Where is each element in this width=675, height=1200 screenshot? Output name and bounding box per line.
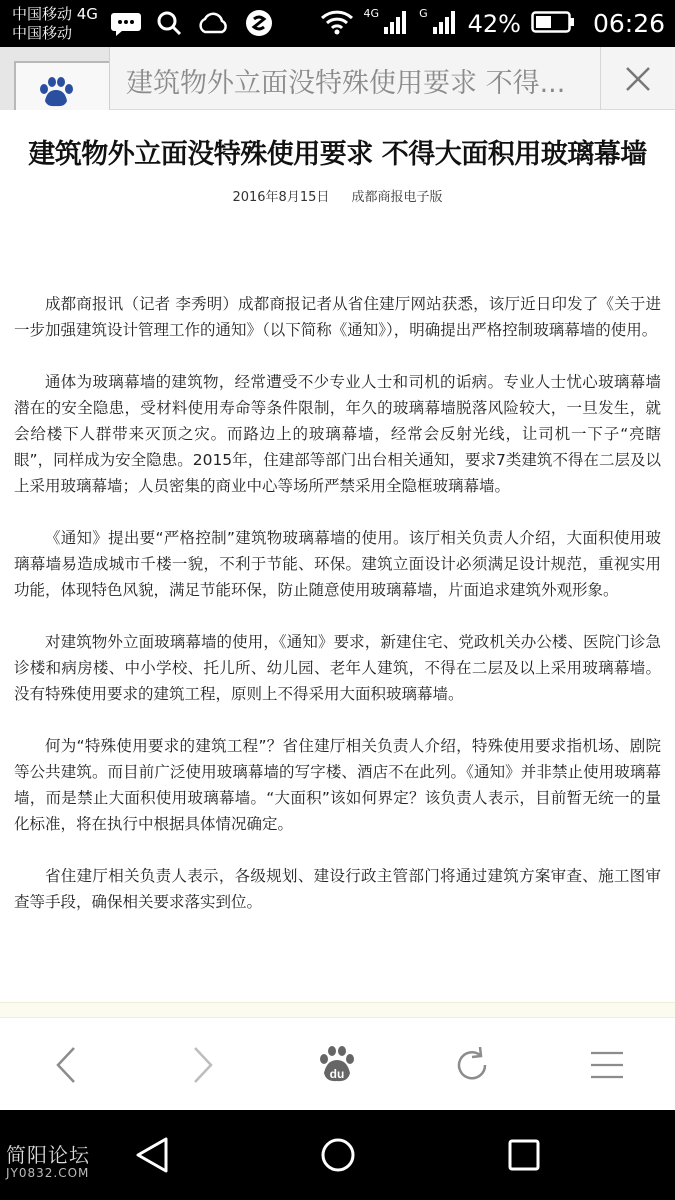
paragraph: 《通知》提出要“严格控制”建筑物玻璃幕墙的使用。该厅相关负责人介绍，大面积使用玻璃幕墙易造成城市千楼一貌，不利于节能、环保。建筑立面设计必须满足设计规范，重视实用功能，体现特色风貌，满足节能环保，防止随意使用玻璃幕墙，片面追求建筑外观形象。 bbox=[14, 529, 661, 599]
system-status bbox=[320, 0, 665, 47]
close-icon bbox=[624, 65, 652, 93]
refresh-icon bbox=[452, 1045, 492, 1085]
forward-icon bbox=[187, 1045, 217, 1085]
menu-icon bbox=[589, 1050, 625, 1080]
watermark bbox=[6, 1143, 90, 1182]
battery-percent: 42% bbox=[467, 9, 521, 38]
back-icon bbox=[52, 1045, 82, 1085]
nav-recents-icon bbox=[507, 1138, 541, 1172]
nav-recents-button[interactable] bbox=[494, 1130, 554, 1180]
page-title[interactable]: 建筑物外立面没特殊使用要求 不得... bbox=[126, 68, 566, 97]
network-type-2: G bbox=[419, 7, 428, 20]
refresh-button[interactable] bbox=[442, 1040, 502, 1090]
signal-icon bbox=[383, 9, 409, 39]
content-divider bbox=[0, 1002, 675, 1018]
cloud-icon bbox=[196, 11, 230, 39]
app-icon bbox=[244, 8, 274, 42]
article-date: 2016年8月15日 bbox=[232, 190, 330, 205]
menu-button[interactable] bbox=[577, 1040, 637, 1090]
nav-home-button[interactable] bbox=[308, 1130, 368, 1180]
home-label: du bbox=[329, 1067, 345, 1081]
carrier-info bbox=[12, 5, 98, 43]
carrier-secondary: 中国移动 bbox=[12, 24, 73, 42]
forward-button[interactable] bbox=[172, 1040, 232, 1090]
message-icon bbox=[110, 10, 142, 40]
article-body bbox=[12, 291, 663, 915]
watermark-sub: JY0832.COM bbox=[6, 1166, 90, 1180]
paragraph: 对建筑物外立面玻璃幕墙的使用，《通知》要求，新建住宅、党政机关办公楼、医院门诊急诊楼和病房楼、中小学校、托儿所、幼儿园、老年人建筑，不得在二层及以上采用玻璃幕墙。没有特殊使用要求的建筑工程，原则上不得采用大面积玻璃幕墙。 bbox=[14, 633, 661, 703]
article-meta bbox=[12, 186, 663, 205]
article bbox=[0, 110, 675, 1002]
carrier-primary: 中国移动 4G bbox=[12, 5, 98, 23]
nav-back-icon bbox=[134, 1136, 170, 1174]
browser-title-bar bbox=[0, 47, 675, 110]
paragraph: 通体为玻璃幕墙的建筑物，经常遭受不少专业人士和司机的诟病。专业人士忧心玻璃幕墙潜在的安全隐患，受材料使用寿命等条件限制，年久的玻璃幕墙脱落风险较大，一旦发生，就会给楼下人群带来灭顶之灾。而路边上的玻璃幕墙，经常会反射光线，让司机一下子“亮瞎眼”，同样成为安全隐患。2015年，住建部等部门出台相关通知，要求7类建筑不得在二层及以上采用玻璃幕墙；人员密集的商业中心等场所严禁采用全隐框玻璃幕墙。 bbox=[14, 373, 661, 495]
tab-thumbnail[interactable] bbox=[0, 47, 110, 110]
paragraph: 成都商报讯（记者 李秀明）成都商报记者从省住建厅网站获悉，该厅近日印发了《关于进一步加强建筑设计管理工作的通知》（以下简称《通知》），明确提出严格控制玻璃幕墙的使用。 bbox=[14, 295, 661, 339]
watermark-main: 简阳论坛 bbox=[6, 1143, 90, 1167]
notification-icons bbox=[110, 8, 274, 42]
signal-icon-2 bbox=[432, 9, 458, 39]
back-button[interactable] bbox=[37, 1040, 97, 1090]
battery-icon bbox=[531, 10, 575, 38]
browser-toolbar bbox=[0, 1018, 675, 1110]
wifi-icon bbox=[320, 9, 354, 39]
paragraph: 何为“特殊使用要求的建筑工程”？省住建厅相关负责人介绍，特殊使用要求指机场、剧院等公共建筑。而目前广泛使用玻璃幕墙的写字楼、酒店不在此列。《通知》并非禁止使用玻璃幕墙，而是禁止大面积使用玻璃幕墙。“大面积”该如何界定？该负责人表示，目前暂无统一的量化标准，将在执行中根据具体情况确定。 bbox=[14, 737, 661, 833]
close-button[interactable] bbox=[600, 47, 675, 110]
home-button[interactable] bbox=[307, 1040, 367, 1090]
clock: 06:26 bbox=[592, 9, 665, 38]
article-headline: 建筑物外立面没特殊使用要求 不得大面积用玻璃幕墙 bbox=[28, 139, 647, 170]
system-nav-bar bbox=[0, 1110, 675, 1200]
baidu-home-icon bbox=[317, 1045, 357, 1085]
article-source: 成都商报电子版 bbox=[351, 190, 443, 205]
search-icon bbox=[156, 10, 182, 40]
nav-home-icon bbox=[319, 1136, 357, 1174]
baidu-paw-icon bbox=[36, 75, 76, 109]
status-bar bbox=[0, 0, 675, 47]
nav-back-button[interactable] bbox=[122, 1130, 182, 1180]
network-type-1: 4G bbox=[363, 7, 380, 20]
paragraph: 省住建厅相关负责人表示，各级规划、建设行政主管部门将通过建筑方案审查、施工图审查等手段，确保相关要求落实到位。 bbox=[14, 867, 661, 911]
